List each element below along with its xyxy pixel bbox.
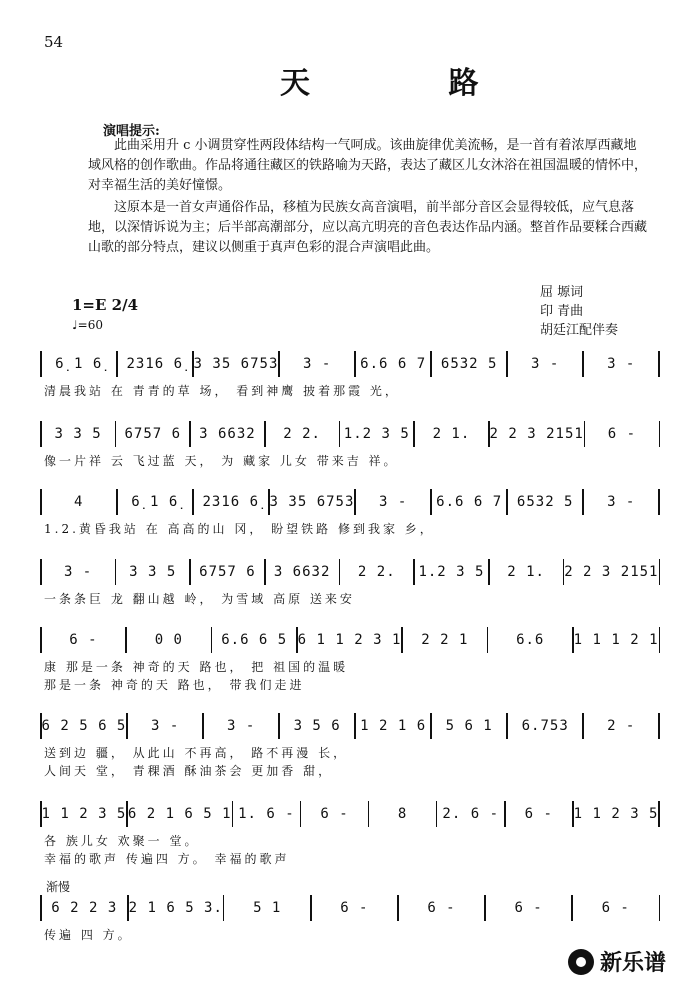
- measure: 8: [397, 806, 408, 822]
- barline: [658, 801, 660, 827]
- measure: 6 2 2 3: [51, 900, 118, 916]
- key-signature: 1=E 2/4: [72, 296, 139, 314]
- measure: 2316 6̣: [202, 494, 260, 510]
- measure: 3 6632: [199, 426, 256, 442]
- barline: [658, 351, 660, 377]
- measure: 3 -: [607, 494, 636, 510]
- lyric-line: 幸福的歌声 传遍四 方。 幸福的歌声: [44, 852, 290, 866]
- measure: 5 1: [253, 900, 282, 916]
- measure: 6 2 1 6 5 1: [127, 806, 232, 822]
- composer: 印 青曲: [540, 304, 584, 319]
- measure: 6 -: [524, 806, 553, 822]
- barline: [659, 559, 661, 585]
- measure: 2. 6 -: [442, 806, 499, 822]
- notation-line: [40, 352, 660, 376]
- measure: 2 1.: [432, 426, 471, 442]
- notation-line: [40, 560, 660, 584]
- measure: 2 1.: [507, 564, 545, 580]
- measure: 1. 6 -: [238, 806, 295, 822]
- logo-text: 新乐谱: [600, 951, 667, 976]
- measure: 1 1 2 3 5: [41, 806, 127, 822]
- barline: [659, 421, 661, 447]
- measure: 6̣ 1 6̣: [55, 356, 103, 372]
- measure: 5 6 1: [445, 718, 493, 734]
- measure: 0 0: [154, 632, 183, 648]
- measure: 3 -: [607, 356, 636, 372]
- measure: 2316 6̣: [126, 356, 184, 372]
- tempo-marking: ♩=60: [72, 318, 103, 332]
- barline: [659, 895, 661, 921]
- measure: 3 6632: [273, 564, 331, 580]
- measure: 6 -: [69, 632, 98, 648]
- measure: 6.6 6 7: [360, 356, 427, 372]
- tips-heading: 演唱提示:: [103, 124, 160, 139]
- measure: 3 -: [303, 356, 332, 372]
- measure: 6 -: [601, 900, 630, 916]
- lyricist: 屈 塬词: [540, 285, 584, 300]
- notation-line: [40, 802, 660, 826]
- measure: 3 35 6753: [193, 356, 279, 372]
- measure: 3 35 6753: [269, 494, 355, 510]
- measure: 3 -: [531, 356, 560, 372]
- measure: 6532 5: [440, 356, 498, 372]
- song-title: 天 路: [280, 66, 543, 101]
- barline: [658, 713, 660, 739]
- measure: 3 3 5: [129, 564, 177, 580]
- measure: 3 3 5: [54, 426, 102, 442]
- measure: 1 2 1 6: [360, 718, 427, 734]
- measure: 3 -: [379, 494, 408, 510]
- tempo-annotation: 渐慢: [46, 880, 71, 894]
- notation-line: [40, 628, 660, 652]
- lyric-line: 传遍 四 方。: [44, 928, 133, 942]
- lyric-line: 人间天 堂， 青稞酒 酥油茶会 更加香 甜，: [44, 764, 334, 778]
- measure: 6 -: [514, 900, 543, 916]
- measure: 2 2.: [357, 564, 396, 580]
- measure: 6757 6: [124, 426, 182, 442]
- lyric-line: 送到边 疆， 从此山 不再高， 路不再漫 长，: [44, 746, 349, 760]
- notation-line: [40, 714, 660, 738]
- measure: 1 1 2 3 5: [573, 806, 659, 822]
- measure: 6 -: [340, 900, 369, 916]
- lyric-line: 1.2.黄昏我站 在 高高的山 冈， 盼望铁路 修到我家 乡，: [44, 522, 435, 536]
- lyric-line: 康 那是一条 神奇的天 路也， 把 祖国的温暖: [44, 660, 349, 674]
- page-number: 54: [44, 33, 64, 51]
- measure: 6.6 6 5: [221, 632, 288, 648]
- measure: 6 -: [607, 426, 637, 442]
- measure: 1.2 3 5: [343, 426, 410, 442]
- measure: 6.6 6 7: [436, 494, 503, 510]
- measure: 2 1 6 5 3.: [128, 900, 223, 916]
- lyric-line: 那是一条 神奇的天 路也， 带我们走进: [44, 678, 305, 692]
- measure: 2 -: [607, 718, 636, 734]
- measure: 3 -: [150, 718, 180, 734]
- measure: 6532 5: [516, 494, 574, 510]
- measure: 6757 6: [199, 564, 256, 580]
- measure: 2 2 3 2151: [564, 564, 659, 580]
- barline: [659, 627, 661, 653]
- measure: 2 2.: [283, 426, 321, 442]
- record-icon: [568, 949, 594, 975]
- measure: 3 -: [63, 564, 93, 580]
- measure: 6 2 5 6 5: [41, 718, 127, 734]
- lyric-line: 各 族儿女 欢聚一 堂。: [44, 834, 200, 848]
- credits: [540, 283, 618, 340]
- lyric-line: 一条条巨 龙 翻山越 岭， 为雪域 高原 送来安: [44, 592, 355, 606]
- arranger: 胡廷江配伴奏: [540, 323, 619, 338]
- site-logo: [568, 946, 666, 977]
- barline: [658, 489, 660, 515]
- notation-line: [40, 422, 660, 446]
- lyric-line: 像一片祥 云 飞过蓝 天， 为 藏家 儿女 带来吉 祥。: [44, 454, 399, 468]
- measure: 1 1 1 2 1: [573, 632, 659, 648]
- measure: 6.753: [521, 718, 569, 734]
- measure: 6̣ 1 6̣: [131, 494, 179, 510]
- measure: 3 -: [226, 718, 256, 734]
- lyric-line: 清晨我站 在 青青的草 场， 看到神鹰 披着那霞 光，: [44, 384, 400, 398]
- measure: 6 -: [320, 806, 349, 822]
- measure: 3 5 6: [293, 718, 341, 734]
- notation-line: [40, 896, 660, 920]
- notation-line: [40, 490, 660, 514]
- measure: 1.2 3 5: [418, 564, 485, 580]
- measure: 2 2 3 2151: [489, 426, 584, 442]
- measure: 4: [74, 494, 84, 510]
- measure: 2 2 1: [421, 632, 469, 648]
- measure: 6.6: [516, 632, 545, 648]
- measure: 6 1 1 2 3 1: [297, 632, 402, 648]
- measure: 6 -: [427, 900, 456, 916]
- tips-paragraph: 此曲采用升 c 小调贯穿性两段体结构一气呵成。该曲旋律优美流畅，是一首有着浓厚西藏地域风格的创作歌曲。作品将通往藏区的铁路喻为天路，表达了藏区儿女沐浴在祖国温暖的情怀中，对幸福生活的美好憧憬。: [88, 138, 648, 193]
- tips-paragraph: 这原本是一首女声通俗作品，移植为民族女高音演唱，前半部分音区会显得较低，应气息落地，以深情诉说为主；后半部高潮部分，应以高亢明亮的音色表达作品内涵。整首作品要糅合西藏山歌的部分特点，建议以侧重于真声色彩的混合声演唱此曲。: [88, 200, 648, 255]
